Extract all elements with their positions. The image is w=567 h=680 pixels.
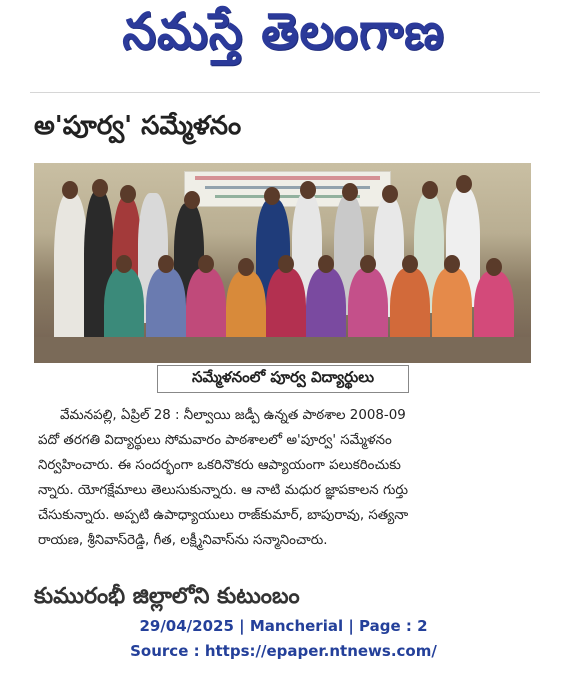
masthead: [0, 0, 567, 78]
body-line: రాయణ, శ్రీనివాస్‌రెడ్డి, గీత, లక్ష్మీనివాస్‌ను సన్మానించారు.: [38, 533, 328, 548]
body-line: న్నారు. యోగక్షేమాలు తెలుసుకున్నారు. ఆ నాటి మధుర జ్ఞాపకాలన గుర్తు: [38, 483, 408, 498]
newspaper-logo: నమస్తే తెలంగాణ: [122, 2, 445, 62]
group-photo: [34, 163, 531, 363]
divider: [30, 92, 540, 93]
body-line: పదో తరగతి విద్యార్థులు సోమవారం పాఠశాలలో అ'పూర్వ' సమ్మేళనం: [38, 433, 392, 448]
photo-caption-box: [157, 365, 409, 393]
footer-source-line: Source : https://epaper.ntnews.com/: [130, 642, 437, 660]
footer-date-line: 29/04/2025 | Mancherial | Page : 2: [139, 617, 428, 635]
body-line: వేమనపల్లి, ఏప్రిల్ 28 : నీల్వాయి జడ్పీ ఉన్నత పాఠశాల 2008-09: [60, 408, 406, 423]
photo-banner: [184, 171, 391, 207]
body-line: చేసుకున్నారు. అప్పటి ఉపాధ్యాయులు రాజ్‌కుమార్, బాపురావు, సత్యనా: [38, 508, 409, 523]
body-line: నిర్వహించారు. ఈ సందర్భంగా ఒకరినొకరు ఆప్యాయంగా పలుకరించుకు: [38, 458, 401, 473]
next-article-headline-cutoff: కుమురంభీ జిల్లాలోని కుటుంబం: [34, 584, 300, 609]
article-headline: అ'పూర్వ' సమ్మేళనం: [34, 111, 242, 141]
photo-caption: సమ్మేళనంలో పూర్వ విద్యార్థులు: [191, 368, 375, 386]
